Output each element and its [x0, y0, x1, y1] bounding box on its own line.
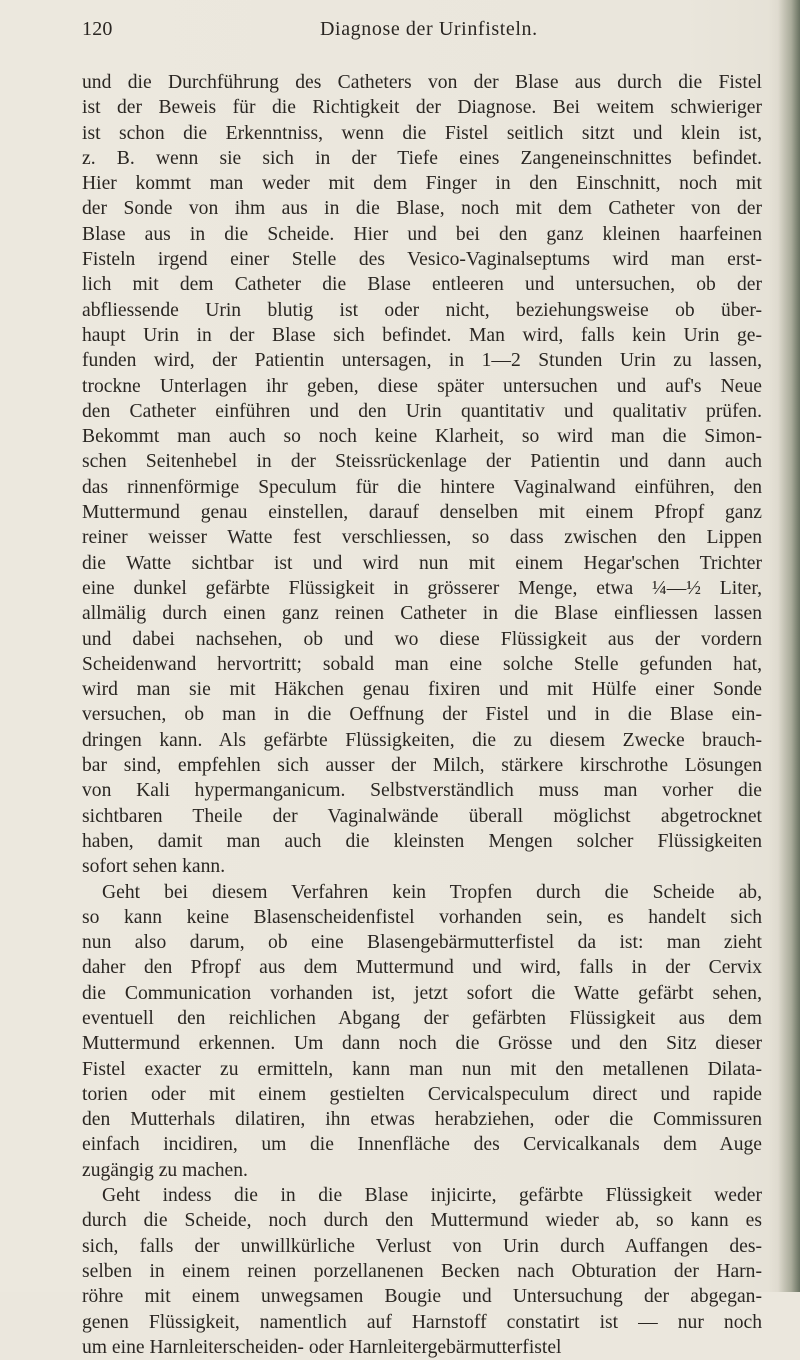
text-line: Muttermund erkennen. Um dann noch die Grösse und den Sitz dieser — [82, 1033, 762, 1055]
text-line: genen Flüssigkeit, namentlich auf Harnstoff constatirt ist — nur noch — [82, 1311, 762, 1333]
text-line: nun also darum, ob eine Blasengebärmutterfistel da ist: man zieht — [82, 932, 762, 954]
text-line: z. B. wenn sie sich in der Tiefe eines Zangeneinschnittes befindet. — [82, 147, 762, 169]
text-line: Scheidenwand hervortritt; sobald man eine solche Stelle gefunden hat, — [82, 653, 762, 675]
text-line: und die Durchführung des Catheters von der Blase aus durch die Fistel — [82, 72, 762, 93]
text-line: sichtbaren Theile der Vaginalwände überall möglichst abgetrocknet — [82, 805, 762, 827]
text-line: Fisteln irgend einer Stelle des Vesico-Vaginalseptums wird man erst- — [82, 249, 762, 271]
text-line: den Mutterhals dilatiren, ihn etwas herabziehen, oder die Commissuren — [82, 1109, 762, 1131]
text-line: röhre mit einem unwegsamen Bougie und Untersuchung der abgegan- — [82, 1286, 762, 1308]
running-title: Diagnose der Urinfisteln. — [320, 18, 538, 40]
text-line: ist der Beweis für die Richtigkeit der Diagnose. Bei weitem schwieriger — [82, 97, 762, 119]
text-line: einfach incidiren, um die Innenfläche des Cervicalkanals dem Auge — [82, 1134, 762, 1156]
text-line: zugängig zu machen. — [82, 1159, 248, 1181]
text-line: daher den Pfropf aus dem Muttermund und wird, falls in der Cervix — [82, 957, 762, 979]
text-line: Geht indess die in die Blase injicirte, gefärbte Flüssigkeit weder — [102, 1185, 762, 1207]
paragraph — [82, 880, 762, 1184]
text-line: haben, damit man auch die kleinsten Mengen solcher Flüssigkeiten — [82, 830, 762, 852]
text-line: sofort sehen kann. — [82, 856, 226, 878]
body-text — [82, 70, 762, 1360]
text-line: allmälig durch einen ganz reinen Catheter in die Blase einfliessen lassen — [82, 603, 762, 625]
text-line: um eine Harnleiterscheiden- oder Harnleitergebärmutterfistel — [82, 1336, 562, 1358]
text-line: Geht bei diesem Verfahren kein Tropfen durch die Scheide ab, — [102, 881, 762, 903]
text-line: Blase aus in die Scheide. Hier und bei den ganz kleinen haarfeinen — [82, 223, 762, 245]
text-line: trockne Unterlagen ihr geben, diese später untersuchen und auf's Neue — [82, 375, 762, 397]
text-line: und dabei nachsehen, ob und wo diese Flüssigkeit aus der vordern — [82, 628, 762, 650]
text-line: selben in einem reinen porzellanenen Becken nach Obturation der Harn- — [82, 1260, 762, 1282]
paragraph — [82, 70, 762, 880]
text-line: ist schon die Erkenntniss, wenn die Fistel seitlich sitzt und klein ist, — [82, 122, 762, 144]
text-line: Bekommt man auch so noch keine Klarheit, so wird man die Simon- — [82, 426, 762, 448]
text-line: so kann keine Blasenscheidenfistel vorhanden sein, es handelt sich — [82, 906, 762, 928]
text-line: lich mit dem Catheter die Blase entleeren und untersuchen, ob der — [82, 274, 762, 296]
text-line: abfliessende Urin blutig ist oder nicht, beziehungsweise ob über- — [82, 299, 762, 321]
text-line: durch die Scheide, noch durch den Muttermund wieder ab, so kann es — [82, 1210, 762, 1232]
page-header — [82, 18, 722, 44]
text-line: reiner weisser Watte fest verschliessen, so dass zwischen den Lippen — [82, 527, 762, 549]
paragraph — [82, 1183, 762, 1360]
text-line: sich, falls der unwillkürliche Verlust von Urin durch Auffangen des- — [82, 1235, 762, 1257]
text-line: schen Seitenhebel in der Steissrückenlage der Patientin und dann auch — [82, 451, 762, 473]
text-line: die Communication vorhanden ist, jetzt sofort die Watte gefärbt sehen, — [82, 982, 762, 1004]
text-line: haupt Urin in der Blase sich befindet. Man wird, falls kein Urin ge- — [82, 324, 762, 346]
text-line: eine dunkel gefärbte Flüssigkeit in grösserer Menge, etwa ¼—½ Liter, — [82, 577, 762, 599]
page-edge-shadow — [778, 0, 800, 1292]
text-line: bar sind, empfehlen sich ausser der Milch, stärkere kirschrothe Lösungen — [82, 755, 762, 777]
page-number: 120 — [82, 18, 113, 40]
text-line: Muttermund genau einstellen, darauf denselben mit einem Pfropf ganz — [82, 502, 762, 524]
text-line: den Catheter einführen und den Urin quantitativ und qualitativ prüfen. — [82, 400, 762, 422]
text-line: wird man sie mit Häkchen genau fixiren und mit Hülfe einer Sonde — [82, 679, 762, 701]
text-line: dringen kann. Als gefärbte Flüssigkeiten, die zu diesem Zwecke brauch- — [82, 729, 762, 751]
text-line: Hier kommt man weder mit dem Finger in den Einschnitt, noch mit — [82, 173, 762, 195]
text-line: funden wird, der Patientin untersagen, in 1—2 Stunden Urin zu lassen, — [82, 350, 762, 372]
text-line: das rinnenförmige Speculum für die hintere Vaginalwand einführen, den — [82, 476, 762, 498]
text-line: Fistel exacter zu ermitteln, kann man nun mit den metallenen Dilata- — [82, 1058, 762, 1080]
text-line: der Sonde von ihm aus in die Blase, noch mit dem Catheter von der — [82, 198, 762, 220]
text-line: von Kali hypermanganicum. Selbstverständlich muss man vorher die — [82, 780, 762, 802]
text-line: die Watte sichtbar ist und wird nun mit einem Hegar'schen Trichter — [82, 552, 762, 574]
text-line: torien oder mit einem gestielten Cervicalspeculum direct und rapide — [82, 1083, 762, 1105]
text-line: eventuell den reichlichen Abgang der gefärbten Flüssigkeit aus dem — [82, 1007, 762, 1029]
text-line: versuchen, ob man in die Oeffnung der Fistel und in die Blase ein- — [82, 704, 762, 726]
